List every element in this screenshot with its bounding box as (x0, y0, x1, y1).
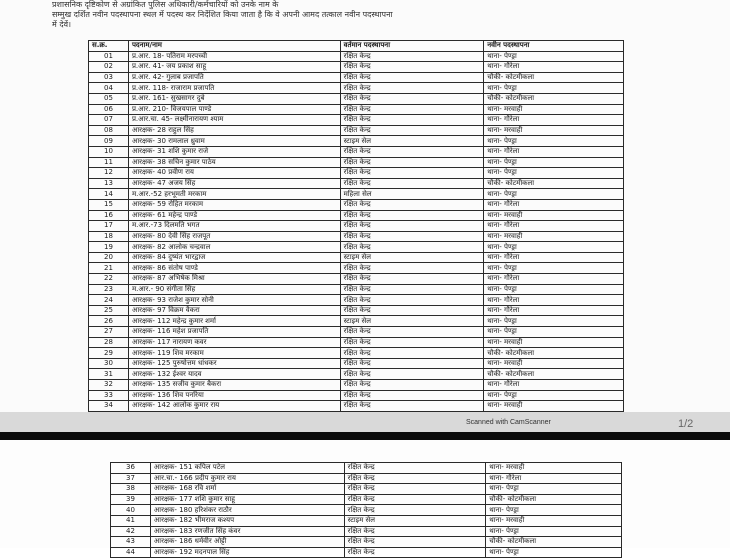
table-row (111, 473, 622, 484)
cell-current-posting: रक्षित केन्द्र (340, 178, 484, 189)
cell-current-posting: रक्षित केन्द्र (344, 537, 486, 548)
cell-new-posting: चौकी- कोटमीकला (484, 72, 624, 83)
table-row (89, 125, 624, 136)
cell-new-posting: थाना- गौरेला (484, 146, 624, 157)
table-row (89, 390, 624, 401)
cell-sr: 20 (89, 252, 129, 263)
cell-name: आरक्षक- 59 रोहित मरकाम (128, 199, 340, 210)
cell-name: प्र.आर. 18- पतिराम मरपच्ची (128, 51, 340, 62)
cell-new-posting: थाना- पेण्ड्रा (484, 168, 624, 179)
table-row (89, 231, 624, 242)
cell-name: आरक्षक- 186 धर्मवीर ओट्टी (150, 537, 344, 548)
table-row (89, 348, 624, 359)
cell-current-posting: रक्षित केन्द्र (340, 263, 484, 274)
cell-current-posting: स्टाइम सेल (340, 316, 484, 327)
cell-current-posting: रक्षित केन्द्र (340, 231, 484, 242)
cell-name: आरक्षक- 112 महेन्द्र कुमार शर्मा (128, 316, 340, 327)
cell-current-posting: रक्षित केन्द्र (340, 305, 484, 316)
cell-sr: 38 (111, 484, 151, 495)
cell-current-posting: महिला सेल (340, 189, 484, 200)
table-row (89, 146, 624, 157)
cell-sr: 42 (111, 526, 151, 537)
cell-sr: 04 (89, 83, 129, 94)
cell-name: प्र.आर. 42- गुलाब प्रजापति (128, 72, 340, 83)
cell-new-posting: थाना- पेण्ड्रा (486, 526, 622, 537)
cell-current-posting: रक्षित केन्द्र (340, 242, 484, 253)
cell-sr: 10 (89, 146, 129, 157)
cell-name: आरक्षक- 40 प्रवीण राय (128, 168, 340, 179)
cell-name: म.आर.-52 हरभूमती मरकाम (128, 189, 340, 200)
cell-current-posting: रक्षित केन्द्र (340, 72, 484, 83)
cell-current-posting: रक्षित केन्द्र (340, 327, 484, 338)
cell-current-posting: रक्षित केन्द्र (344, 505, 486, 516)
cell-name: आरक्षक- 119 शिव मरकाम (128, 348, 340, 359)
page-gap (0, 412, 730, 432)
cell-name: आरक्षक- 192 मदनपाल सिंह (150, 547, 344, 558)
cell-new-posting: थाना- मरवाही (486, 515, 622, 526)
cell-sr: 41 (111, 515, 151, 526)
cell-current-posting: रक्षित केन्द्र (340, 274, 484, 285)
cell-new-posting: चौकी- कोटमीकला (484, 348, 624, 359)
cell-sr: 27 (89, 327, 129, 338)
cell-name: आरक्षक- 82 आलोक चन्द्रवाल (128, 242, 340, 253)
cell-new-posting: थाना- मरवाही (484, 210, 624, 221)
table-row (89, 115, 624, 126)
table-row (89, 210, 624, 221)
cell-new-posting: थाना- पेण्ड्रा (484, 242, 624, 253)
cell-new-posting: थाना- पेण्ड्रा (484, 327, 624, 338)
table-row (89, 83, 624, 94)
cell-new-posting: चौकी- कोटमीकला (486, 537, 622, 548)
table-row (89, 369, 624, 380)
cell-current-posting: रक्षित केन्द्र (340, 83, 484, 94)
header-name: पदनाम/नाम (128, 41, 340, 52)
cell-sr: 15 (89, 199, 129, 210)
cell-name: म.आर.- 90 संगीता सिंह (128, 284, 340, 295)
cell-new-posting: थाना- मरवाही (484, 337, 624, 348)
cell-name: म.आर.-73 दिलमति भगत (128, 221, 340, 232)
cell-current-posting: रक्षित केन्द्र (344, 547, 486, 558)
cell-sr: 12 (89, 168, 129, 179)
table-row (111, 526, 622, 537)
cell-name: आर.चा.- 166 प्रदीप कुमार राय (150, 473, 344, 484)
cell-current-posting: रक्षित केन्द्र (340, 62, 484, 73)
cell-name: आरक्षक- 136 शिव पनरिया (128, 390, 340, 401)
cell-name: आरक्षक- 135 सजीव कुमार बैकरा (128, 380, 340, 391)
cell-sr: 08 (89, 125, 129, 136)
cell-sr: 44 (111, 547, 151, 558)
table-row (89, 380, 624, 391)
table-row (89, 274, 624, 285)
cell-new-posting: थाना- पेण्ड्रा (484, 284, 624, 295)
table-header-row (89, 41, 624, 52)
cell-name: आरक्षक- 30 रामलाल ध्रुवाम (128, 136, 340, 147)
table-row (89, 157, 624, 168)
cell-sr: 36 (111, 463, 151, 474)
cell-name: आरक्षक- 132 ईश्वर यादव (128, 369, 340, 380)
table-row (89, 305, 624, 316)
transfer-table-page-1 (88, 40, 624, 422)
cell-sr: 05 (89, 93, 129, 104)
cell-new-posting: थाना- गौरेला (484, 380, 624, 391)
cell-new-posting: थाना- गौरेला (484, 115, 624, 126)
cell-new-posting: थाना- पेण्ड्रा (486, 505, 622, 516)
cell-sr: 13 (89, 178, 129, 189)
cell-sr: 33 (89, 390, 129, 401)
table-row (111, 463, 622, 474)
table-row (89, 104, 624, 115)
cell-new-posting: थाना- पेण्ड्रा (484, 189, 624, 200)
page-divider-bar (0, 432, 730, 440)
transfer-table-page-2 (110, 462, 622, 558)
cell-current-posting: रक्षित केन्द्र (340, 337, 484, 348)
cell-new-posting: थाना- गौरेला (484, 305, 624, 316)
cell-name: आरक्षक- 86 संतोष पाण्डे (128, 263, 340, 274)
table-row (111, 494, 622, 505)
table-row (111, 537, 622, 548)
table-row (89, 62, 624, 73)
cell-name: प्र.आर. 118- राजाराम प्रजापति (128, 83, 340, 94)
cell-current-posting: रक्षित केन्द्र (340, 380, 484, 391)
cell-sr: 03 (89, 72, 129, 83)
cell-name: आरक्षक- 84 दुष्यंत भारद्वाज (128, 252, 340, 263)
page-number: 1/2 (678, 418, 694, 430)
table-row (89, 252, 624, 263)
table-row (89, 178, 624, 189)
cell-name: आरक्षक- 182 भीमराज कश्यप (150, 515, 344, 526)
cell-current-posting: रक्षित केन्द्र (344, 473, 486, 484)
cell-current-posting: स्टाइम सेल (340, 136, 484, 147)
table-row (89, 337, 624, 348)
cell-current-posting: रक्षित केन्द्र (340, 93, 484, 104)
cell-sr: 28 (89, 337, 129, 348)
cell-new-posting: चौकी- कोटमीकला (484, 369, 624, 380)
cell-new-posting: थाना- पेण्ड्रा (484, 390, 624, 401)
table-row (111, 547, 622, 558)
cell-name: आरक्षक- 117 नारायण कवर (128, 337, 340, 348)
cell-new-posting: थाना- मरवाही (484, 358, 624, 369)
cell-new-posting: थाना- पेण्ड्रा (484, 51, 624, 62)
table-row (89, 295, 624, 306)
table-row (89, 199, 624, 210)
cell-name: आरक्षक- 97 विक्रम वैकरा (128, 305, 340, 316)
header-current-posting: वर्तमान पदस्थापना (340, 41, 484, 52)
cell-sr: 26 (89, 316, 129, 327)
cell-sr: 34 (89, 401, 129, 412)
cell-name: आरक्षक- 87 अभिषेक मिश्रा (128, 274, 340, 285)
cell-current-posting: स्टाइम सेल (344, 515, 486, 526)
cell-sr: 14 (89, 189, 129, 200)
cell-current-posting: रक्षित केन्द्र (340, 358, 484, 369)
cell-name: प्र.आर.चा. 45- लक्ष्मीनारायण श्याम (128, 115, 340, 126)
cell-name: आरक्षक- 47 अजय सिंह (128, 178, 340, 189)
cell-current-posting: रक्षित केन्द्र (344, 526, 486, 537)
cell-new-posting: थाना- पेण्ड्रा (484, 136, 624, 147)
cell-sr: 29 (89, 348, 129, 359)
cell-sr: 40 (111, 505, 151, 516)
cell-new-posting: थाना- गौरेला (484, 252, 624, 263)
cell-current-posting: रक्षित केन्द्र (340, 401, 484, 412)
cell-current-posting: रक्षित केन्द्र (340, 168, 484, 179)
cell-name: आरक्षक- 142 आलोक कुमार राय (128, 401, 340, 412)
cell-sr: 23 (89, 284, 129, 295)
table-row (89, 136, 624, 147)
order-intro (52, 0, 702, 30)
cell-new-posting: थाना- मरवाही (484, 231, 624, 242)
cell-sr: 19 (89, 242, 129, 253)
header-new-posting: नवीन पदस्थापना (484, 41, 624, 52)
cell-name: आरक्षक- 180 हरिशंकर राठौर (150, 505, 344, 516)
cell-current-posting: रक्षित केन्द्र (340, 125, 484, 136)
table-row (89, 189, 624, 200)
cell-new-posting: चौकी- कोटमीकला (484, 178, 624, 189)
intro-line-3: में देवें। (52, 20, 72, 29)
cell-current-posting: रक्षित केन्द्र (340, 390, 484, 401)
cell-new-posting: थाना- गौरेला (484, 199, 624, 210)
cell-sr: 30 (89, 358, 129, 369)
cell-new-posting: थाना- गौरेला (484, 295, 624, 306)
cell-sr: 16 (89, 210, 129, 221)
cell-current-posting: रक्षित केन्द्र (340, 284, 484, 295)
cell-name: आरक्षक- 80 देवी सिंह राजपूत (128, 231, 340, 242)
cell-new-posting: थाना- मरवाही (484, 401, 624, 412)
cell-new-posting: चौकी- कोटमीकला (484, 93, 624, 104)
table-row (111, 484, 622, 495)
table-row (89, 242, 624, 253)
table-row (89, 221, 624, 232)
cell-sr: 18 (89, 231, 129, 242)
cell-sr: 17 (89, 221, 129, 232)
cell-current-posting: रक्षित केन्द्र (344, 463, 486, 474)
cell-new-posting: थाना- पेण्ड्रा (484, 263, 624, 274)
cell-name: आरक्षक- 151 कपिल पटेल (150, 463, 344, 474)
cell-new-posting: थाना- मरवाही (486, 463, 622, 474)
cell-current-posting: रक्षित केन्द्र (344, 494, 486, 505)
cell-sr: 22 (89, 274, 129, 285)
cell-name: आरक्षक- 28 राहुल सिंह (128, 125, 340, 136)
table-row (111, 515, 622, 526)
table-row (89, 401, 624, 412)
cell-new-posting: थाना- गौरेला (484, 62, 624, 73)
cell-current-posting: रक्षित केन्द्र (340, 295, 484, 306)
cell-name: प्र.आर. 41- जय प्रकाश साहू (128, 62, 340, 73)
cell-name: आरक्षक- 31 शशि कुमार राजे (128, 146, 340, 157)
cell-name: आरक्षक- 93 राजेश कुमार सोनी (128, 295, 340, 306)
cell-current-posting: रक्षित केन्द्र (340, 221, 484, 232)
cell-current-posting: रक्षित केन्द्र (340, 199, 484, 210)
cell-current-posting: रक्षित केन्द्र (340, 369, 484, 380)
table-row (89, 51, 624, 62)
cell-current-posting: रक्षित केन्द्र (340, 51, 484, 62)
cell-current-posting: रक्षित केन्द्र (340, 104, 484, 115)
cell-sr: 06 (89, 104, 129, 115)
cell-name: आरक्षक- 38 सचिन कुमार पाठेय (128, 157, 340, 168)
cell-name: आरक्षक- 177 शशि कुमार साहू (150, 494, 344, 505)
cell-current-posting: रक्षित केन्द्र (340, 115, 484, 126)
intro-line-2: सम्मुख दर्शित नवीन पदस्थापना स्थल में पदस्थ कर निर्देशित किया जाता है कि वे अपनी आमद तत्काल नवीन पदस्थापना (52, 10, 393, 19)
cell-sr: 01 (89, 51, 129, 62)
table-row (89, 284, 624, 295)
cell-new-posting: थाना- गौरेला (484, 274, 624, 285)
cell-current-posting: स्टाइम सेल (340, 252, 484, 263)
cell-sr: 39 (111, 494, 151, 505)
scanned-with-camscanner: Scanned with CamScanner (466, 419, 551, 426)
table-row (89, 263, 624, 274)
cell-current-posting: रक्षित केन्द्र (344, 484, 486, 495)
cell-name: आरक्षक- 61 महेन्द्र पाण्डे (128, 210, 340, 221)
cell-new-posting: थाना- मरवाही (484, 125, 624, 136)
table-row (89, 327, 624, 338)
cell-name: आरक्षक- 183 रणजीत सिंह कंवर (150, 526, 344, 537)
cell-sr: 43 (111, 537, 151, 548)
table-row (111, 505, 622, 516)
cell-name: प्र.आर. 161- सुखसागर दुबे (128, 93, 340, 104)
cell-new-posting: थाना- पेण्ड्रा (484, 157, 624, 168)
cell-name: आरक्षक- 125 पुरुषोत्तम धांधकर (128, 358, 340, 369)
cell-new-posting: थाना- पेण्ड्रा (484, 83, 624, 94)
table-row (89, 358, 624, 369)
cell-sr: 07 (89, 115, 129, 126)
cell-sr: 11 (89, 157, 129, 168)
cell-sr: 31 (89, 369, 129, 380)
cell-new-posting: थाना- मरवाही (484, 104, 624, 115)
cell-new-posting: चौकी- कोटमीकला (486, 494, 622, 505)
cell-current-posting: रक्षित केन्द्र (340, 348, 484, 359)
table-row (89, 316, 624, 327)
cell-new-posting: थाना- पेण्ड्रा (484, 316, 624, 327)
cell-sr: 25 (89, 305, 129, 316)
cell-name: प्र.आर. 210- विजयपाल पाण्डे (128, 104, 340, 115)
cell-sr: 02 (89, 62, 129, 73)
cell-sr: 09 (89, 136, 129, 147)
cell-sr: 37 (111, 473, 151, 484)
cell-new-posting: थाना- गौरेला (484, 221, 624, 232)
cell-current-posting: रक्षित केन्द्र (340, 157, 484, 168)
cell-name: आरक्षक- 168 रवि शर्मा (150, 484, 344, 495)
table-row (89, 93, 624, 104)
cell-current-posting: रक्षित केन्द्र (340, 210, 484, 221)
intro-line-1: प्रशासनिक दृष्टिकोण से अग्रांकित पुलिस अधिकारी/कर्मचारियों को उनके नाम के (52, 0, 279, 9)
table-row (89, 72, 624, 83)
header-sr: स.क्र. (89, 41, 129, 52)
cell-new-posting: थाना- गौरेला (486, 473, 622, 484)
cell-current-posting: रक्षित केन्द्र (340, 146, 484, 157)
table-row (89, 168, 624, 179)
cell-sr: 21 (89, 263, 129, 274)
cell-sr: 24 (89, 295, 129, 306)
cell-new-posting: थाना- पेण्ड्रा (486, 547, 622, 558)
cell-name: आरक्षक- 116 महेश प्रजापति (128, 327, 340, 338)
cell-sr: 32 (89, 380, 129, 391)
cell-new-posting: थाना- पेण्ड्रा (486, 484, 622, 495)
